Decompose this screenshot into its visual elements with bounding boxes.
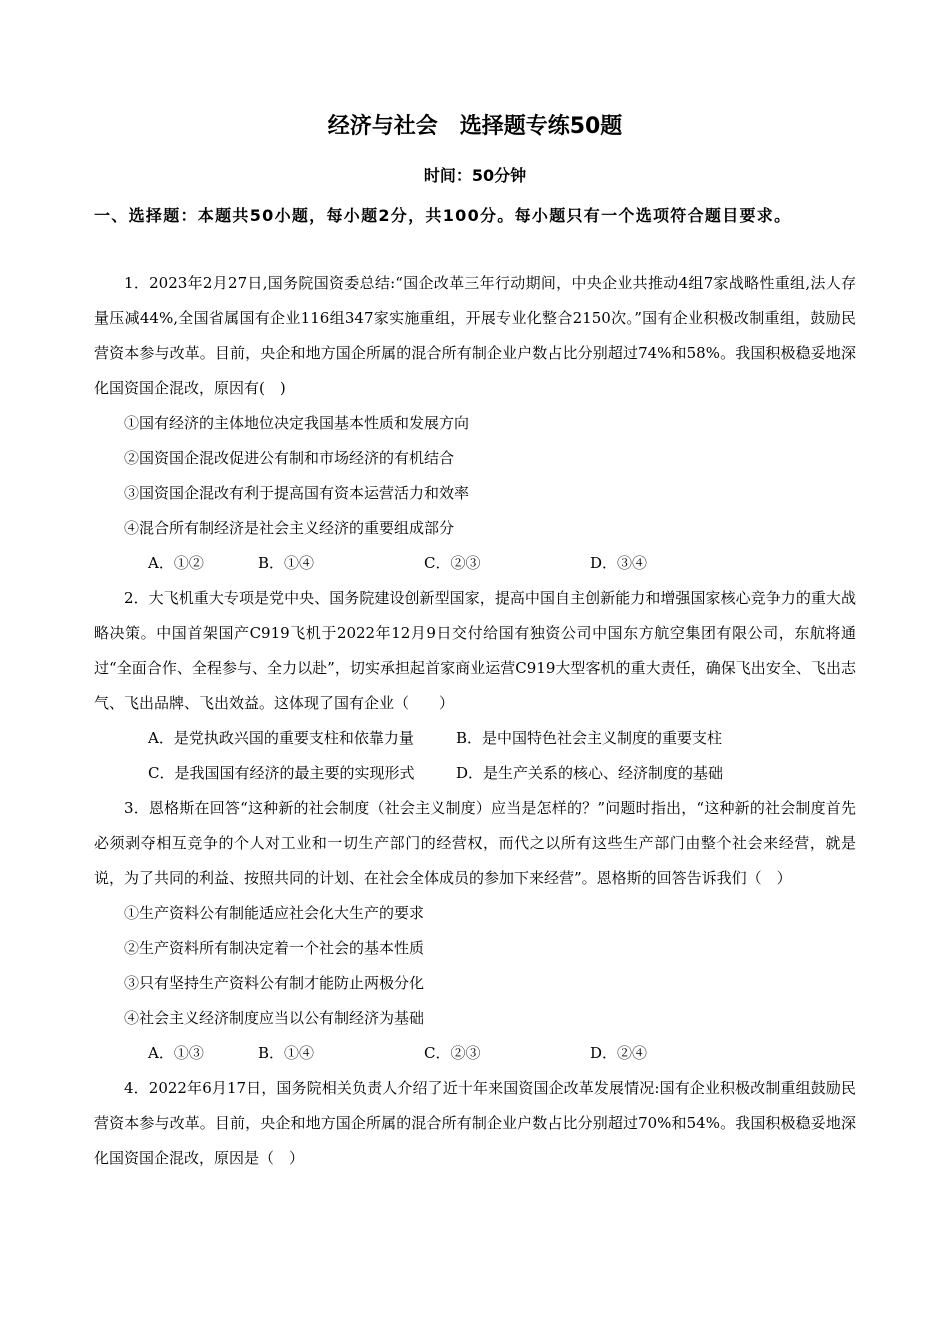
question-1 (94, 266, 856, 581)
choice-c: C．是我国国有经济的最主要的实现形式 (148, 764, 415, 782)
choice-b: B．是中国特色社会主义制度的重要支柱 (456, 729, 723, 747)
choice-d: D．③④ (590, 554, 648, 572)
choice-c: C．②③ (424, 554, 481, 572)
document-title: 经济与社会 选择题专练50题 (327, 114, 623, 139)
choice-a: A．①② (148, 554, 204, 572)
answer-choices-row-1 (94, 721, 856, 756)
choice-a: A．是党执政兴国的重要支柱和依靠力量 (148, 729, 414, 747)
choice-b: B．①④ (258, 554, 315, 572)
choice-b: B．①④ (258, 1044, 315, 1062)
question-stem: 3．恩格斯在回答“这种新的社会制度（社会主义制度）应当是怎样的？”问题时指出，“这种新的社会制度首先必须剥夺相互竞争的个人对工业和一切生产部门的经营权，而代之以所有这些生产部门由整个社会来经营，就是说，为了共同的利益、按照共同的计划、在社会全体成员的参加下来经营”。恩格斯的回答告诉我们（ ） (94, 799, 856, 887)
question-stem: 4．2022年6月17日，国务院相关负责人介绍了近十年来国资国企改革发展情况:国有企业积极改制重组鼓励民营资本参与改革。目前，央企和地方国企所属的混合所有制企业户数占比分别超过70%和54%。我国积极稳妥地深化国资国企混改，原因是（ ） (94, 1079, 856, 1167)
choice-a: A．①③ (148, 1044, 204, 1062)
statement-1: ①生产资料公有制能适应社会化大生产的要求 (124, 904, 425, 922)
answer-choices-row-2 (94, 756, 856, 791)
question-list (94, 266, 856, 1176)
question-3 (94, 791, 856, 1071)
choice-c: C．②③ (424, 1044, 481, 1062)
statement-2: ②国资国企混改促进公有制和市场经济的有机结合 (124, 449, 455, 467)
choice-d: D．②④ (590, 1044, 648, 1062)
statement-4: ④混合所有制经济是社会主义经济的重要组成部分 (124, 519, 455, 537)
question-stem: 2．大飞机重大专项是党中央、国务院建设创新型国家，提高中国自主创新能力和增强国家核心竞争力的重大战略决策。中国首架国产C919飞机于2022年12月9日交付给国有独资公司中国东方航空集团有限公司，东航将通过“全面合作、全程参与、全力以赴”，切实承担起首家商业运营C919大型客机的重大责任，确保飞出安全、飞出志气、飞出品牌、飞出效益。这体现了国有企业（ ） (94, 589, 856, 712)
exam-time: 时间：50分钟 (423, 166, 527, 185)
question-stem: 1．2023年2月27日,国务院国资委总结:“国企改革三年行动期间，中央企业共推动4组7家战略性重组,法人存量压减44%,全国省属国有企业116组347家实施重组，开展专业化整合2150次。”国有企业积极改制重组，鼓励民营资本参与改革。目前，央企和地方国企所属的混合所有制企业户数占比分别超过74%和58%。我国积极稳妥地深化国资国企混改，原因有( ) (94, 274, 856, 397)
statement-1: ①国有经济的主体地位决定我国基本性质和发展方向 (124, 414, 470, 432)
statement-3: ③只有坚持生产资料公有制才能防止两极分化 (124, 974, 425, 992)
answer-choices (94, 546, 856, 581)
question-2 (94, 581, 856, 791)
statement-4: ④社会主义经济制度应当以公有制经济为基础 (124, 1009, 425, 1027)
statement-2: ②生产资料所有制决定着一个社会的基本性质 (124, 939, 425, 957)
choice-d: D．是生产关系的核心、经济制度的基础 (456, 764, 724, 782)
section-heading: 一、选择题：本题共50小题，每小题2分，共100分。每小题只有一个选项符合题目要求。 (94, 206, 792, 225)
answer-choices (94, 1036, 856, 1071)
question-4 (94, 1071, 856, 1176)
statement-3: ③国资国企混改有利于提高国有资本运营活力和效率 (124, 484, 470, 502)
